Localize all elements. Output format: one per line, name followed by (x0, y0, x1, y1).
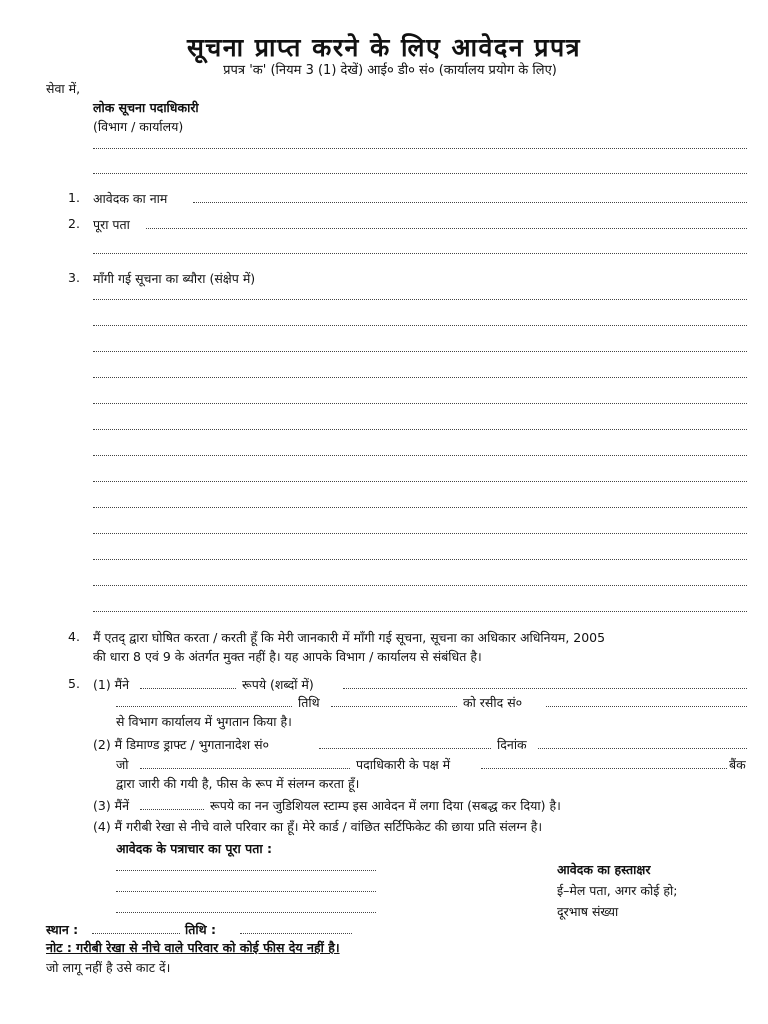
form-title: सूचना प्राप्त करने के लिए आवेदन प्रपत्र (186, 33, 582, 62)
signature-label: आवेदक का हस्ताक्षर (557, 862, 651, 877)
department-line-1[interactable] (93, 148, 747, 149)
draft-number-field[interactable] (319, 748, 491, 749)
receipt-no-field[interactable] (546, 706, 747, 707)
item-5-number: 5. (68, 676, 80, 691)
info-line[interactable] (93, 559, 747, 560)
draft-date-field[interactable] (538, 748, 747, 749)
stamp-amount-field[interactable] (140, 809, 204, 810)
email-label: ई–मेल पता, अगर कोई हो; (557, 883, 678, 898)
info-line[interactable] (93, 351, 747, 352)
applicant-name-field[interactable] (193, 202, 747, 203)
strike-instruction: जो लागू नहीं है उसे काट दें। (46, 960, 171, 975)
fee-exemption-note: नोट : गरीबी रेखा से नीचे वाले परिवार को कोई फीस देय नहीं है। (46, 940, 340, 955)
date-field[interactable] (240, 933, 352, 934)
declaration-line-2: की धारा 8 एवं 9 के अंतर्गत मुक्त नहीं है। यह आपके विभाग / कार्यालय से संबंधित है। (93, 649, 482, 664)
department-line-2[interactable] (93, 173, 747, 174)
department-label: (विभाग / कार्यालय) (93, 119, 184, 134)
correspondence-line-3[interactable] (116, 912, 376, 913)
fee-words-field-2[interactable] (116, 706, 292, 707)
officer-title: लोक सूचना पदाधिकारी (93, 100, 199, 115)
info-sought-label: माँगी गई सूचना का ब्यौरा (संक्षेप में) (93, 271, 256, 286)
fee-words-field[interactable] (343, 688, 747, 689)
draft-officer-field[interactable] (140, 768, 350, 769)
fee-amount-field[interactable] (140, 688, 236, 689)
fee-paid-statement: से विभाग कार्यालय में भुगतान किया है। (116, 714, 292, 729)
correspondence-label: आवेदक के पत्राचार का पूरा पता : (116, 841, 272, 856)
info-line[interactable] (93, 429, 747, 430)
info-line[interactable] (93, 325, 747, 326)
fee-words-label: रूपये (शब्दों में) (242, 677, 314, 692)
draft-date-label: दिनांक (497, 737, 527, 752)
item-4-number: 4. (68, 629, 80, 644)
info-line[interactable] (93, 585, 747, 586)
draft-favor-label: पदाधिकारी के पक्ष में (356, 757, 451, 772)
stamp-label: (3) मैंनें (93, 798, 130, 813)
info-line[interactable] (93, 533, 747, 534)
stamp-statement: रूपये का नन जुडिशियल स्टाम्प इस आवेदन में लगा दिया (सबद्ध कर दिया) है। (210, 798, 561, 813)
draft-issued-statement: द्वारा जारी की गयी है, फीस के रूप में संलग्न करता हूँ। (116, 776, 360, 791)
declaration-line-1: मैं एतद् द्वारा घोषित करता / करती हूँ कि मेरी जानकारी में माँगी गई सूचना, सूचना का अधिकार अधिनियम, 2005 (93, 630, 606, 645)
info-line[interactable] (93, 403, 747, 404)
info-line[interactable] (93, 611, 747, 612)
fee-date-label: तिथि (298, 695, 320, 710)
address-label: पूरा पता (93, 217, 130, 232)
draft-bank-field[interactable] (481, 768, 727, 769)
date-label: तिथि : (185, 922, 216, 937)
salutation: सेवा में, (46, 81, 81, 96)
form-subtitle: प्रपत्र 'क' (नियम 3 (1) देखें) आई० डी० सं० (कार्यालय प्रयोग के लिए) (223, 63, 557, 78)
info-line[interactable] (93, 481, 747, 482)
item-3-number: 3. (68, 270, 80, 285)
correspondence-line-2[interactable] (116, 891, 376, 892)
item-1-number: 1. (68, 190, 80, 205)
place-field[interactable] (92, 933, 180, 934)
fee-paid-label: (1) मैंने (93, 677, 130, 692)
info-line[interactable] (93, 299, 747, 300)
info-line[interactable] (93, 507, 747, 508)
bank-label: बैंक (729, 757, 746, 772)
info-line[interactable] (93, 377, 747, 378)
place-label: स्थान : (46, 922, 79, 937)
receipt-no-label: को रसीद सं० (463, 695, 523, 710)
fee-date-field[interactable] (331, 706, 457, 707)
phone-label: दूरभाष संख्या (557, 904, 619, 919)
info-line[interactable] (93, 455, 747, 456)
draft-which-label: जो (116, 757, 129, 772)
address-field-2[interactable] (93, 253, 747, 254)
bpl-statement: (4) मैं गरीबी रेखा से नीचे वाले परिवार का हूँ। मेरे कार्ड / वांछित सर्टिफिकेट की छाया प्रति संलग्न है। (93, 819, 543, 834)
item-2-number: 2. (68, 216, 80, 231)
applicant-name-label: आवेदक का नाम (93, 191, 168, 206)
draft-label: (2) मैं डिमाण्ड ड्राफ्ट / भुगतानादेश सं० (93, 737, 270, 752)
correspondence-line-1[interactable] (116, 870, 376, 871)
address-field-1[interactable] (146, 228, 747, 229)
